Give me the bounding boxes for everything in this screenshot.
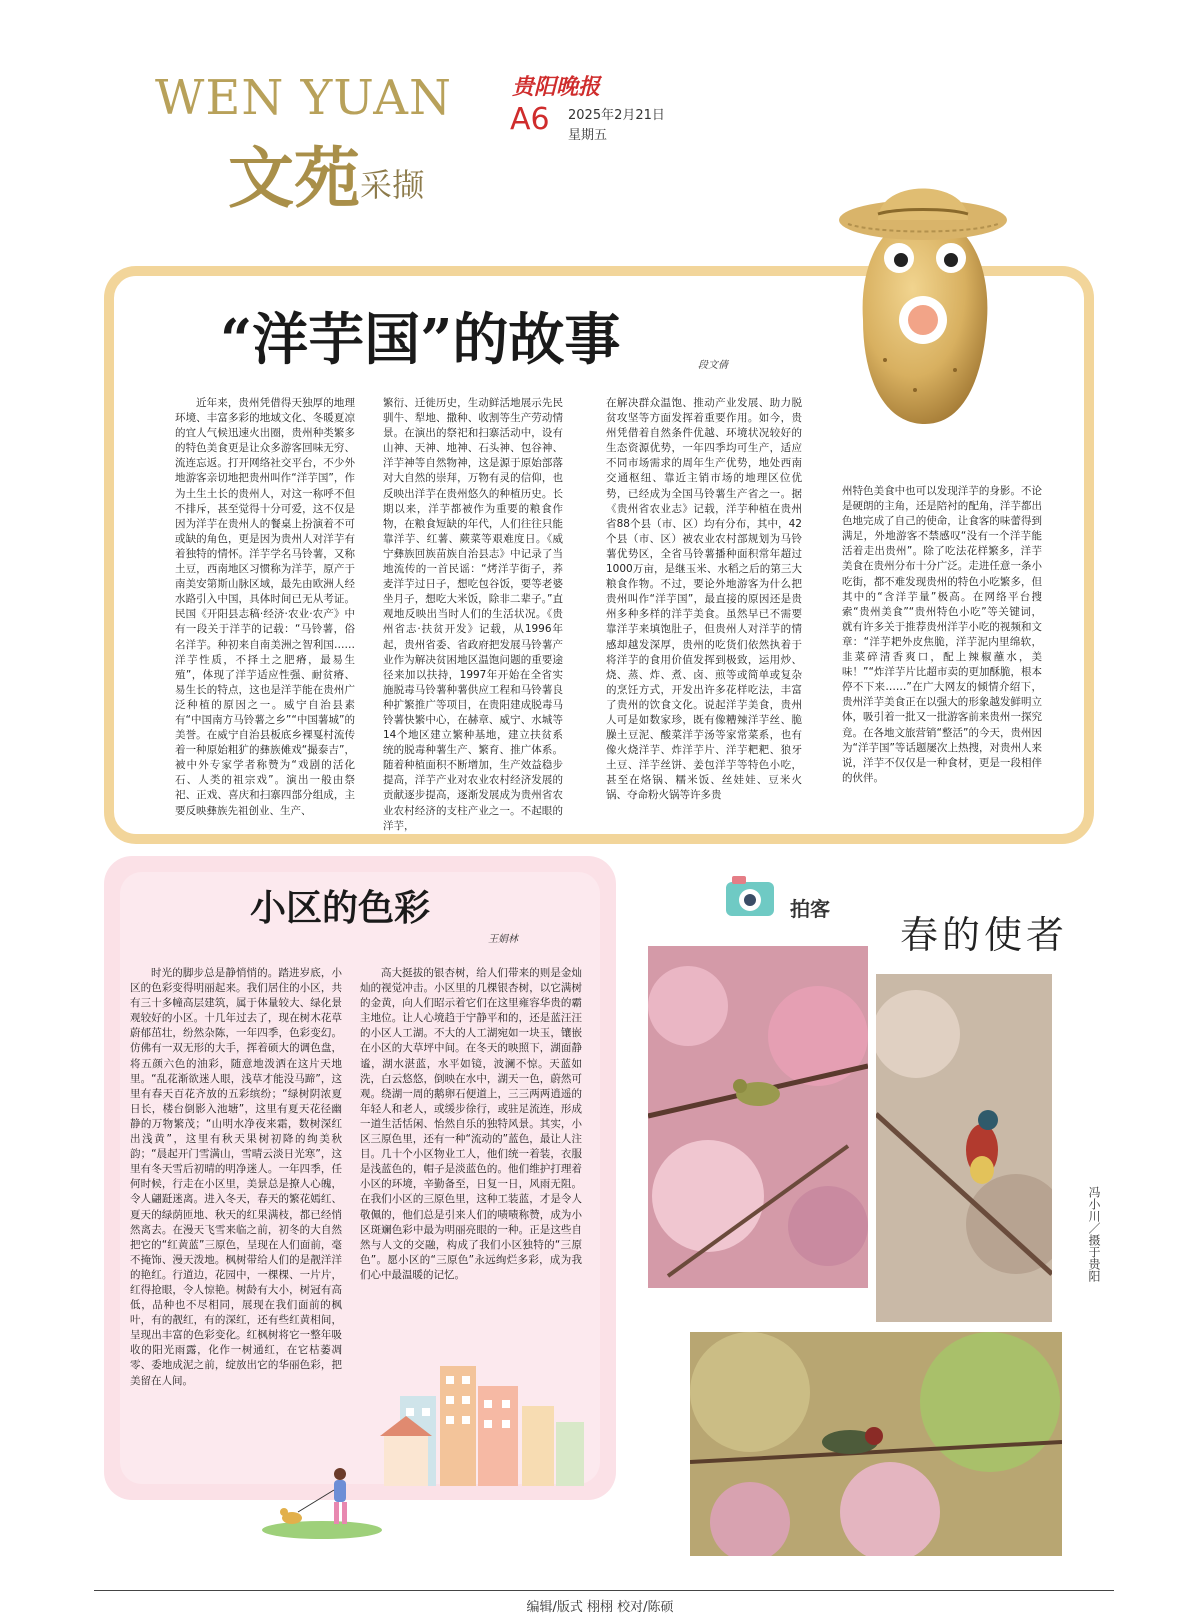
footer-divider bbox=[94, 1590, 1114, 1591]
camera-icon bbox=[724, 874, 776, 918]
newspaper-logo: 贵阳晚报 bbox=[512, 75, 601, 100]
page-number: A6 bbox=[510, 102, 550, 137]
article-column-5: 时光的脚步总是静悄悄的。踏进岁底，小区的色彩变得明丽起来。我们居住的小区，共有三十多幢高层建筑，属于体量较大、绿化景观较好的小区。十几年过去了，现在树木花草蔚郁茁壮，纷然杂陈，一年四季，色彩变幻。仿佛有一双无形的大手，挥着硕大的调色盘，将五颜六色的油彩，随意地泼洒在这片天地里。“乱花渐欲迷人眼，浅草才能没马蹄”，这里有春天百花齐放的五彩缤纷；“绿树阴浓夏日长，楼台倒影入池塘”，这里有夏天花径幽静的万物繁茂；“山明水净夜来霜，数树深红出浅黄”，这里有秋天果树初降的绚美秋韵；“晨起开门雪满山，雪晴云淡日光寒”，这里有冬天雪后初晴的明净迷人。一年四季，任何时候，行走在小区里，美景总是撩人心魄，令人翩跹迷离。进入冬天，春天的繁花嫣红、夏天的绿荫匝地、秋天的红果满枝，都已经悄然离去。在漫天飞雪来临之前，初冬的大自然把它的“红黄蓝”三原色，呈现在人们面前，毫不掩饰、漫天泼地。枫树带给人们的是靓洋洋的艳红。行道边，花园中，一棵棵、一片片，红得抢眼，令人惊艳。树龄有大小，树冠有高低，品种也不尽相同，展现在我们面前的枫叶，有的靓红，有的深红，还有些红黄相间，呈现出丰富的色彩变化。红枫树将它一整年吸收的阳光雨露，化作一树通红，在它枯萎凋零、委地成泥之前，绽放出它的华丽色彩，把美留在人间。 bbox=[130, 967, 342, 1387]
photo-section-title: 春的使者 bbox=[900, 913, 1069, 957]
photo-credit: 冯小川／摄于贵阳 bbox=[1087, 1186, 1101, 1282]
article-column-3: 在解决群众温饱、推动产业发展、助力脱贫攻坚等方面发挥着重要作用。如今，贵州凭借着自然条件优越、环境状况较好的生态资源优势，一年四季均可生产，适应不同市场需求的周年生产优势，地处西南交通枢纽、靠近主销市场的地理区位优势，已经成为全国马铃薯生产省之一。据《贵州省农业志》记载，洋芋种植在贵州省88个县（市、区）均有分布，其中，42个县（市、区）被农业农村部规划为马铃薯优势区，全省马铃薯播种面积常年超过1000万亩，是继玉米、水稻之后的第三大粮食作物。不过，要论外地游客为什么把贵州叫作“洋芋国”，最直接的原因还是贵州多种多样的洋芋美食。虽然早已不需要靠洋芋来填饱肚子，但贵州人对洋芋的情感却越发深厚，贵州的吃货们依然执着于将洋芋的食用价值发挥到极致，运用炒、烧、蒸、炸、煮、卤、煎等或简单或复杂的烹饪方式，开发出许多花样吃法，丰富了贵州的饮食文化。说起洋芋美食，贵州人可是如数家珍，既有像糟辣洋芋丝、脆臊土豆泥、酸菜洋芋汤等家常菜系，也有像火烧洋芋、炸洋芋片、洋芋粑粑、狼牙土豆、洋芋丝饼、姜包洋芋等特色小吃，甚至在烙锅、糯米饭、丝娃娃、豆米火锅、夺命粉火锅等许多贵 bbox=[606, 397, 802, 802]
city-buildings-illustration bbox=[380, 1356, 590, 1486]
section-title-en: WEN YUAN bbox=[155, 70, 452, 126]
footer-credits: 编辑/版式 栩栩 校对/陈硕 bbox=[526, 1600, 674, 1615]
person-walking-dog-illustration bbox=[258, 1460, 388, 1540]
article-title-potato: “洋芋国”的故事 bbox=[220, 307, 621, 373]
article-column-4: 州特色美食中也可以发现洋芋的身影。不论是硬朗的主角，还是陪衬的配角，洋芋都出色地完成了自己的使命，让食客的味蕾得到满足，外地游客不禁感叹“没有一个洋芋能活着走出贵州”。除了吃法花样繁多，洋芋美食在贵州分布十分广泛。走进任意一条小吃街，都不难发现贵州的特色小吃繁多，但其中的“含洋芋量”极高。在网络平台搜索“贵州美食”“贵州特色小吃”等关键词，就有许多关于推荐贵州洋芋小吃的视频和文章：“洋芋耙外皮焦脆，洋芋泥内里绵软，韭菜碎清香爽口，配上辣椒蘸水，美味！”“炸洋芋片比超市卖的更加酥脆，根本停不下来……”在广大网友的倾情介绍下，贵州洋芋美食正在以强大的形象越发鲜明立体，吸引着一批又一批游客前来贵州一探究竟。在各地文旅营销“整活”的今天，贵州因为“洋芋国”等话题屡次上热搜，对贵州人来说，洋芋不仅仅是一种食材，更是一段相伴的伙伴。 bbox=[842, 485, 1042, 784]
article-title-community: 小区的色彩 bbox=[250, 887, 431, 929]
article-byline-potato: 段文倩 bbox=[698, 360, 728, 371]
article-column-6: 高大挺拔的银杏树，给人们带来的则是金灿灿的视觉冲击。小区里的几棵银杏树，以它满树的金黄，向人们昭示着它们在这里雍容华贵的霸主地位。让人心境趋于宁静平和的，还是蓝汪汪的小区人工湖。不大的人工湖宛如一块玉，镶嵌在小区的大草坪中间。在冬天的映照下，湖面静谧，湖水湛蓝，水平如镜，波澜不惊。天蓝如洗，白云悠悠，倒映在水中，湖天一色，蔚然可观。绕湖一周的鹅卵石便道上，三三两两逍遥的年轻人和老人，或缓步徐行，或驻足流连，形成一道生活恬闲、怡然自乐的独特风景。其实，小区三原色里，还有一种“流动的”蓝色，最让人注目。几十个小区物业工人，他们统一着装，衣服是浅蓝色的，帽子是淡蓝色的。他们维护打理着小区的环境，辛勤备至，日复一日，风雨无阻。在我们小区的三原色里，这种工装蓝，才是令人敬佩的，他们总是引来人们的啧啧称赞，成为小区斑斓色彩中最为明丽亮眼的一种。正是这些自然与人文的交融，构成了我们小区独特的“三原色”。愿小区的“三原色”永远绚烂多彩，成为我们心中最温暖的记忆。 bbox=[360, 967, 582, 1281]
photo-sunbird-blossoms bbox=[690, 1332, 1062, 1556]
section-title-cn: 文苑 bbox=[228, 139, 360, 217]
section-subtitle: 采撷 bbox=[360, 166, 425, 204]
photo-bird-cherry-blossom-1 bbox=[648, 946, 868, 1288]
article-column-1: 近年来，贵州凭借得天独厚的地理环境、丰富多彩的地域文化、冬暖夏凉的宜人气候迅速火出圈，贵州种类繁多的特色美食更是让众多游客回味无穷、流连忘返。打开网络社交平台，不少外地游客亲切地把贵州叫作“洋芋国”，作为土生土长的贵州人，对这一称呼不但不排斥，甚至觉得十分可爱，这不仅是因为洋芋在贵州人的餐桌上扮演着不可或缺的角色，更是因为贵州人对洋芋有着独特的情怀。洋芋学名马铃薯，又称土豆，西南地区习惯称为洋芋，原产于南美安第斯山脉区域，最先由欧洲人经水路引入中国，具体时间已无从考证。民国《开阳县志稿·经济·农业·农产》中有一段关于洋芋的记载：“马铃薯，俗名洋芋。种初来自南美洲之智利国……洋芋性质，不择土之肥瘠，最易生殖”，体现了洋芋适应性强、耐贫瘠、易生长的特点，这也是洋芋能在贵州广泛种植的原因之一。威宁自治县素有“中国南方马铃薯之乡”“中国薯城”的美誉。在威宁自治县板底乡裸戛村流传着一种原始粗犷的彝族傩戏“撮泰吉”，被中外专家学者称赞为“戏剧的活化石、人类的祖宗戏”。演出一般由祭祀、正戏、喜庆和扫寨四部分组成，主要反映彝族先祖创业、生产、 bbox=[175, 397, 355, 817]
article-column-2: 繁衍、迁徙历史，生动鲜活地展示先民驯牛、犁地、撒种、收割等生产劳动情景。在演出的祭祀和扫寨活动中，设有山神、天神、地神、石头神、包谷神、洋芋神等自然物神，这是源于原始部落对大自然的崇拜，万物有灵的信仰，也反映出洋芋在贵州悠久的种植历史。长期以来，洋芋都被作为重要的粮食作物，在粮食短缺的年代，人们往往只能靠洋芋、红薯、蕨菜等艰难度日。《威宁彝族回族苗族自治县志》中记录了当地流传的一首民谣：“烤洋芋街子，荞麦洋芋过日子，想吃包谷饭，要等老婆坐月子，想吃大米饭，除非二辈子。”直观地反映出当时人们的生活状况。《贵州省志·扶贫开发》记载，从1996年起，贵州省委、省政府把发展马铃薯产业作为解决贫困地区温饱问题的重要途径来加以扶持，1997年开始在全省实施脱毒马铃薯种薯供应工程和马铃薯良种扩繁推广等项目，在贵阳建成脱毒马铃薯快繁中心，在赫章、威宁、水城等14个地区建立繁种基地，建立扶贫系统的脱毒种薯生产、繁育、推广体系。随着种植面积不断增加，生产效益稳步提高，洋芋产业对农业农村经济发展的贡献逐步提高，逐渐发展成为贵州省农业农村经济的支柱产业之一。不起眼的洋芋， bbox=[383, 397, 563, 832]
article-byline-community: 王娟林 bbox=[488, 934, 518, 945]
photo-sunbird-branch bbox=[876, 974, 1052, 1322]
straw-hat-illustration bbox=[838, 164, 1008, 244]
issue-weekday: 星期五 bbox=[568, 128, 608, 143]
photo-column-tag: 拍客 bbox=[790, 897, 830, 921]
issue-date: 2025年2月21日 bbox=[568, 108, 665, 123]
